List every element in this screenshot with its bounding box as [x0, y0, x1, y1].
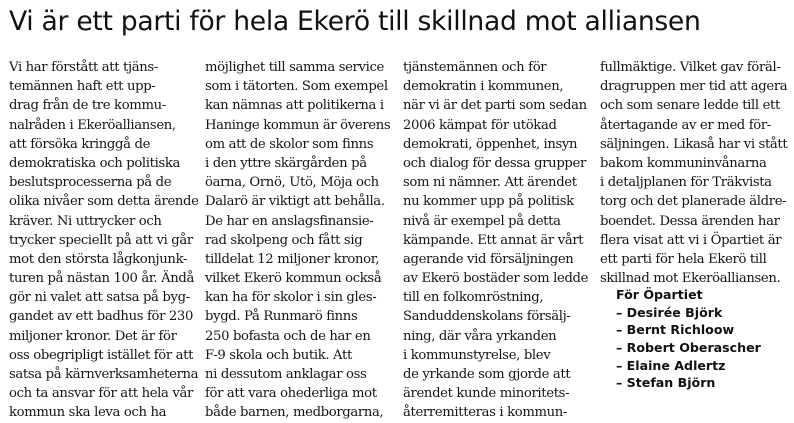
article-text-line: 250 bofasta och de har en: [205, 328, 371, 344]
article-text-line: de yrkande som gjorde att: [403, 367, 571, 382]
article-text-line: för att vara ohederliga mot: [205, 386, 377, 402]
article-text-line: öarna, Ornö, Utö, Möja och: [205, 175, 379, 191]
article-column-2: [205, 58, 390, 423]
article-text-line: i den yttre skärgården på: [205, 155, 367, 171]
article-text-line: möjlighet till samma service: [205, 60, 384, 75]
article-headline: Vi är ett parti för hela Ekerö till skillnad mot alliansen: [9, 6, 701, 37]
article-text-line: som i tätorten. Som exempel: [205, 79, 388, 95]
article-text-line: till en folkomröstning,: [403, 290, 544, 306]
article-text-line: Vi har förstått att tjäns-: [9, 60, 158, 75]
signature-heading: För Öpartiet: [616, 287, 703, 302]
article-text-line: nalråden i Ekeröalliansen,: [9, 117, 176, 133]
article-text-line: fullmäktige. Vilket gav föräl-: [600, 60, 781, 75]
article-text-line: skillnad mot Ekeröalliansen.: [600, 271, 781, 287]
article-text-line: flera visat att vi i Öpartiet är: [600, 232, 782, 248]
article-text-line: både barnen, medborgarna,: [205, 405, 384, 421]
article-text-line: ett parti för hela Ekerö till: [600, 251, 767, 267]
article-text-line: bygd. På Runmarö finns: [205, 309, 358, 325]
article-text-line: vilket Ekerö kommun också: [205, 271, 382, 287]
article-text-line: oss obegripligt istället för att: [9, 347, 194, 363]
article-text-line: F-9 skola och butik. Att: [205, 347, 352, 363]
article-text-line: om att de skolor som finns: [205, 136, 374, 152]
article-text-line: tilldelat 12 miljoner kronor,: [205, 251, 380, 267]
article-text-line: gör ni valet att satsa på byg-: [9, 290, 190, 306]
article-text-line: kommun ska leva och ha: [9, 405, 167, 421]
signature-name: – Bernt Richloow: [616, 322, 735, 338]
article-text-line: tjänstemännen och för: [403, 60, 547, 75]
article-text-line: kan nämnas att politikerna i: [205, 98, 384, 114]
article-text-line: satsa på kärnverksamheterna: [9, 367, 199, 382]
article-text-line: återremitteras i kommun-: [403, 405, 568, 421]
article-text-line: nu kommer upp på politisk: [403, 194, 574, 210]
signature-name: – Robert Oberascher: [616, 340, 761, 356]
article-text-line: demokratiska och politiska: [9, 155, 181, 171]
article-text-line: som ni nämner. Att ärendet: [403, 175, 577, 191]
article-text-line: att försöka kringgå de: [9, 136, 151, 152]
article-text-line: ning, där våra yrkanden: [403, 328, 557, 344]
article-text-line: temännen haft ett upp-: [9, 79, 156, 95]
article-text-line: och som senare ledde till ett: [600, 98, 780, 114]
article-text-line: trycker speciellt på att vi går: [9, 232, 193, 248]
article-text-line: nivå är exempel på detta: [403, 213, 561, 229]
article-text-line: och ta ansvar för att hela vår: [9, 386, 193, 402]
article-text-line: olika nivåer som detta ärende: [9, 194, 199, 210]
article-text-line: turen på nästan 100 år. Ändå: [9, 271, 195, 287]
article-text-line: i kommunstyrelse, blev: [403, 347, 551, 363]
article-text-line: Sanduddenskolans försälj-: [403, 309, 571, 325]
article-text-line: ni dessutom anklagar oss: [205, 367, 367, 382]
article-text-line: kräver. Ni uttrycker och: [9, 213, 162, 229]
signature-name: – Stefan Björn: [616, 375, 716, 391]
article-text-line: gandet av ett badhus för 230: [9, 309, 194, 325]
article-text-line: dragruppen mer tid att agera: [600, 79, 788, 95]
article-text-line: beslutsprocesserna på de: [9, 175, 172, 191]
article-text-line: när vi är det parti som sedan: [403, 98, 587, 114]
article-text-line: torg och det planerade äldre-: [600, 194, 787, 210]
article-text-line: mot den största lågkonjunk-: [9, 251, 188, 267]
article-text-line: Dalarö är viktigt att behålla.: [205, 194, 385, 210]
article-column-3: [403, 58, 588, 423]
article-text-line: bakom kommuninvånarna: [600, 155, 767, 171]
article-text-line: ärendet kunde minoritets-: [403, 386, 570, 402]
article-text-line: boendet. Dessa ärenden har: [600, 213, 780, 229]
article-text-line: De har en anslagsfinansie-: [205, 213, 374, 229]
article-text-line: och dialog för dessa grupper: [403, 155, 586, 171]
article-text-line: säljningen. Likaså har vi stått: [600, 136, 788, 152]
article-text-line: av Ekerö bostäder som ledde: [403, 271, 589, 287]
article-text-line: återtagande av er med för-: [600, 117, 771, 133]
signature-block: [616, 286, 761, 392]
article-text-line: 2006 kämpat för utökad: [403, 117, 557, 133]
article-text-line: demokrati, öppenhet, insyn: [403, 136, 578, 152]
article-column-1: [9, 58, 199, 423]
article-text-line: agerande vid försäljningen: [403, 251, 574, 267]
signature-name: – Desirée Björk: [616, 304, 723, 320]
article-text-line: kan ha för skolor i sin gles-: [205, 290, 377, 306]
article-text-line: drag från de tre kommu-: [9, 98, 166, 114]
article-text-line: rad skolpeng och fått sig: [205, 232, 363, 248]
signature-name: – Elaine Adlertz: [616, 357, 726, 373]
article-text-line: i detaljplanen för Träkvista: [600, 175, 772, 191]
article-text-line: Haninge kommun är överens: [205, 117, 391, 133]
article-column-4: [600, 58, 787, 288]
article-text-line: miljoner kronor. Det är för: [9, 328, 177, 344]
article-text-line: demokratin i kommunen,: [403, 79, 564, 95]
article-text-line: kämpande. Ett annat är vårt: [403, 232, 584, 248]
